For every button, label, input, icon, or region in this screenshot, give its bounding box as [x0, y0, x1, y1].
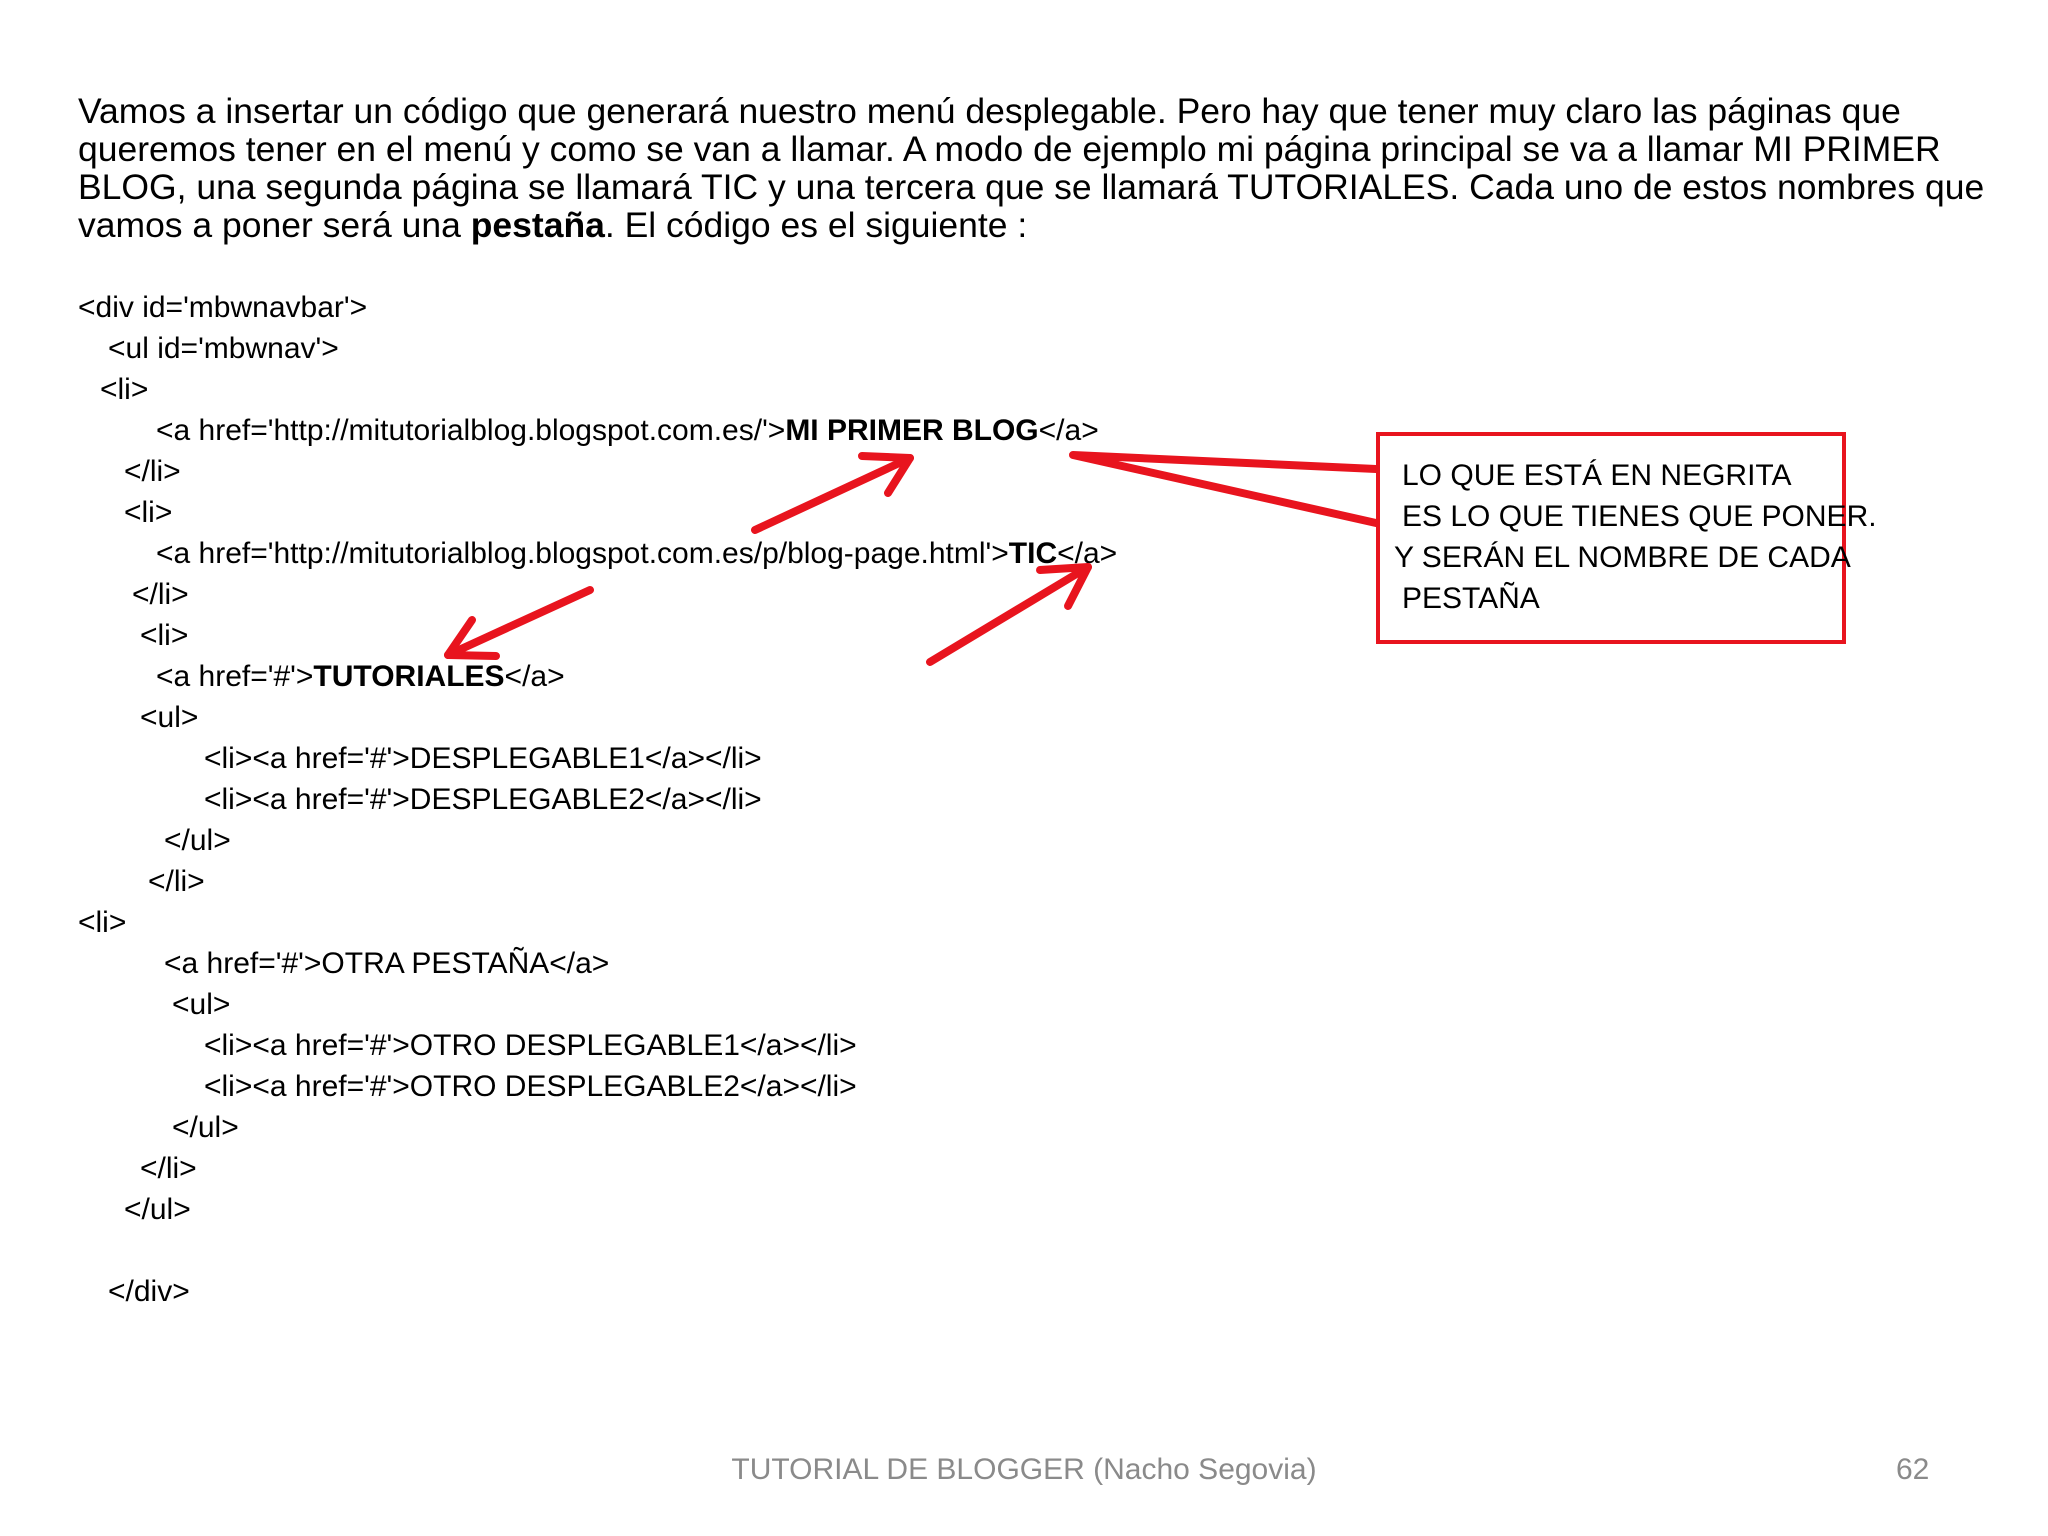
code-text: <a href='http://mitutorialblog.blogspot.com.es/'> — [156, 414, 786, 447]
callout-line-2: ES LO QUE TIENES QUE PONER. — [1402, 500, 1877, 533]
callout-box — [1376, 432, 1877, 644]
code-line: <ul id='mbwnav'> — [108, 332, 339, 365]
code-line-tutoriales — [156, 659, 565, 695]
arrowhead-icon — [862, 456, 910, 493]
arrow-to-tutoriales — [448, 590, 590, 655]
code-line: <ul> — [172, 988, 231, 1021]
code-line: <ul> — [140, 701, 199, 734]
intro-line-2: queremos tener en el menú y como se van a llamar. A modo de ejemplo mi página principal se va a llamar MI PRIMER — [78, 129, 1941, 169]
code-line-tic — [156, 536, 1117, 572]
code-line: </li> — [148, 865, 205, 898]
bold-mi-primer-blog: MI PRIMER BLOG — [785, 414, 1039, 447]
code-line: <li><a href='#'>DESPLEGABLE1</a></li> — [204, 742, 762, 775]
callout-pointer-line — [1073, 455, 1376, 523]
code-line: <li><a href='#'>DESPLEGABLE2</a></li> — [204, 783, 762, 816]
code-line: </ul> — [164, 824, 231, 857]
intro-line-4-end: . El código es el siguiente : — [604, 205, 1028, 245]
intro-line-3: BLOG, una segunda página se llamará TIC y una tercera que se llamará TUTORIALES. Cada uno de estos nombres que — [78, 167, 1985, 207]
code-text: </a> — [504, 660, 565, 693]
code-line: <li> — [78, 906, 127, 939]
code-line-mi-primer-blog — [156, 413, 1099, 449]
arrowhead-icon — [448, 620, 496, 656]
code-line: </li> — [132, 578, 189, 611]
code-text: <a href='http://mitutorialblog.blogspot.com.es/p/blog-page.html'> — [156, 537, 1009, 570]
code-text: </a> — [1038, 414, 1099, 447]
code-line: <li><a href='#'>OTRO DESPLEGABLE1</a></li> — [204, 1029, 857, 1062]
code-line: <li> — [140, 619, 189, 652]
bold-tutoriales: TUTORIALES — [313, 660, 505, 693]
arrowhead-icon — [1040, 567, 1088, 606]
callout-line-4: PESTAÑA — [1402, 582, 1540, 615]
intro-paragraph — [78, 92, 1998, 244]
callout-line-1: LO QUE ESTÁ EN NEGRITA — [1402, 459, 1792, 492]
code-line: <li> — [124, 496, 173, 529]
arrow-to-mi-primer-blog — [755, 458, 910, 530]
intro-bold-pestana: pestaña — [470, 205, 605, 245]
code-text: <a href='#'> — [156, 660, 314, 693]
code-line: <li> — [100, 373, 149, 406]
footer-title: TUTORIAL DE BLOGGER (Nacho Segovia) — [731, 1453, 1317, 1486]
bold-tic: TIC — [1008, 537, 1058, 570]
code-line: <li><a href='#'>OTRO DESPLEGABLE2</a></li> — [204, 1070, 857, 1103]
code-line: <div id='mbwnavbar'> — [78, 291, 368, 324]
code-line: <a href='#'>OTRA PESTAÑA</a> — [164, 947, 610, 980]
intro-line-4 — [78, 206, 1998, 244]
code-line: </li> — [140, 1152, 197, 1185]
code-line: </li> — [124, 455, 181, 488]
callout-line-3: Y SERÁN EL NOMBRE DE CADA — [1394, 541, 1851, 574]
intro-line-4-start: vamos a poner será una — [78, 205, 471, 245]
intro-line-1: Vamos a insertar un código que generará nuestro menú desplegable. Pero hay que tener muy claro las páginas que — [78, 91, 1901, 131]
code-text: </a> — [1057, 537, 1118, 570]
code-line: </ul> — [172, 1111, 239, 1144]
code-line: </ul> — [124, 1193, 191, 1226]
code-line: </div> — [108, 1275, 190, 1308]
page-number: 62 — [1896, 1453, 1930, 1486]
arrow-to-tic — [930, 567, 1088, 662]
